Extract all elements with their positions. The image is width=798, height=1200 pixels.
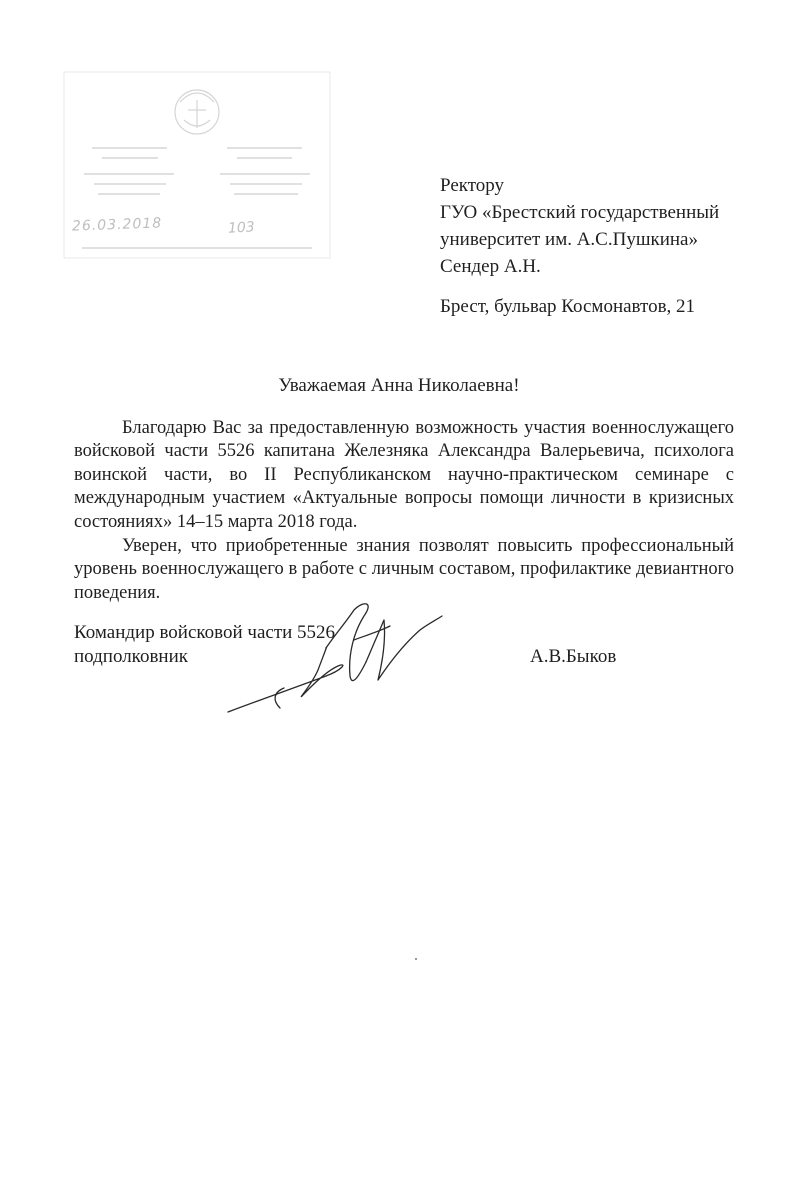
salutation: Уважаемая Анна Николаевна! (278, 375, 520, 396)
addressee-block (440, 172, 770, 320)
signatory-rank: подполковник (74, 646, 188, 667)
handwritten-signature (214, 596, 454, 726)
addressee-line: ГУО «Брестский государственный (440, 202, 720, 223)
letter-paragraph: Благодарю Вас за предоставленную возможность участия военнослужащего войсковой части 5526 капитана Железняка Александра Валерьевича, психолога воинской части, во II Республиканском научно-практическом семинаре с международным участием «Актуальные вопросы помощи личности в кризисных состояниях» 14–15 марта 2018 года. (74, 417, 734, 532)
scan-speck (415, 958, 417, 960)
registration-date: 26.03.2018 (71, 215, 163, 235)
addressee-line: Ректору (440, 175, 505, 196)
signatory-position-line: Командир войсковой части 5526 (74, 622, 336, 643)
addressee-line: университет им. А.С.Пушкина» (440, 229, 698, 250)
registration-stamp (62, 70, 332, 260)
registration-number: 103 (227, 219, 256, 237)
letter-paragraph: Уверен, что приобретенные знания позволят повысить профессиональный уровень военнослужащего в работе с личным составом, профилактике девиантного поведения. (74, 535, 734, 603)
addressee-line: Сендер А.Н. (440, 256, 541, 277)
addressee-address: Брест, бульвар Космонавтов, 21 (440, 296, 696, 317)
signatory-name: А.В.Быков (530, 646, 617, 667)
